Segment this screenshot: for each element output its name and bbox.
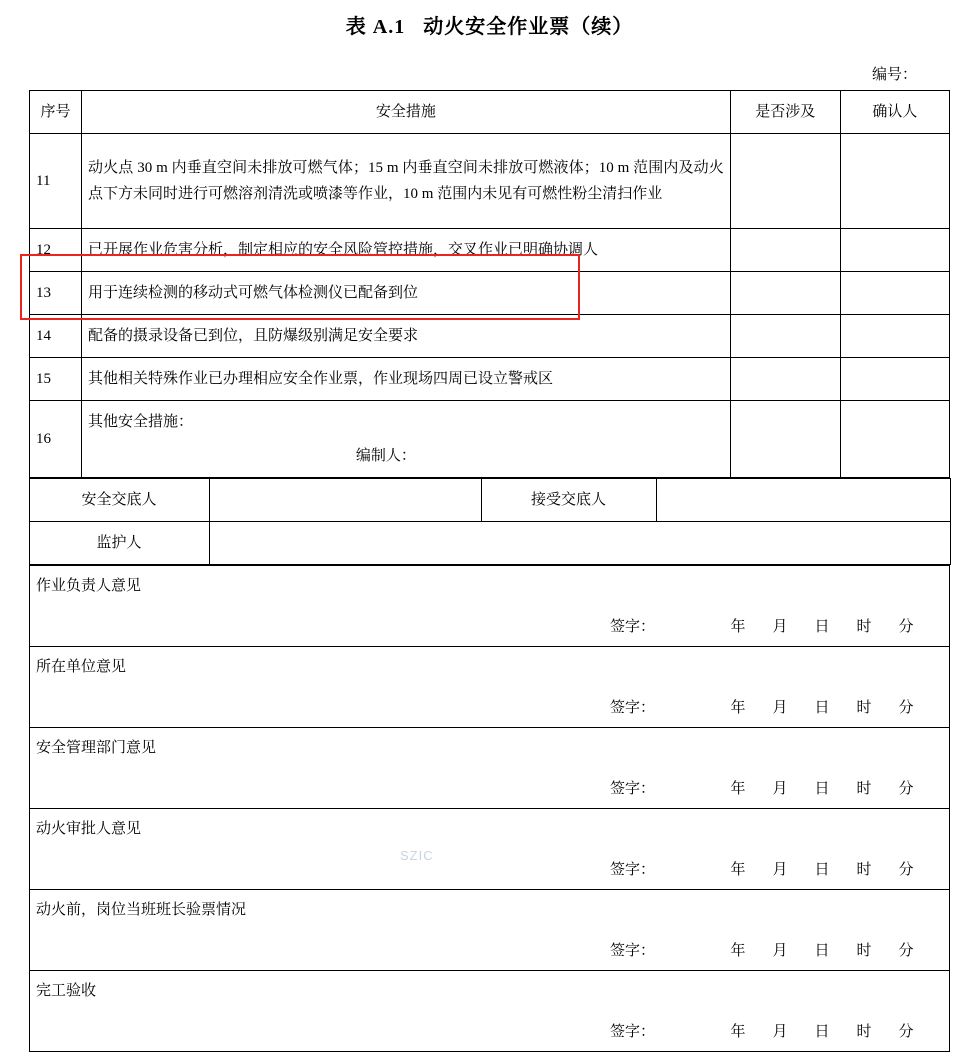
- opinion-sign-cell: [30, 849, 950, 890]
- row-measure: 动火点 30 m 内垂直空间未排放可燃气体；15 m 内垂直空间未排放可燃液体；10 m 范围内及动火点下方未同时进行可燃溶剂清洗或喷漆等作业，10 m 范围内未见有可燃性粉尘清扫作业: [82, 134, 731, 229]
- opinion-title: 所在单位意见: [30, 647, 950, 688]
- opinion-sign-cell: [30, 687, 950, 728]
- date-day: 日: [814, 1023, 830, 1040]
- page-title: [0, 0, 979, 41]
- title-main: 动火安全作业票: [423, 16, 571, 38]
- row-involve[interactable]: [730, 401, 840, 478]
- opinion-title-row: [30, 728, 950, 769]
- opinion-sign-row: [30, 849, 950, 890]
- row-seq: 12: [30, 229, 82, 272]
- guardian-row: [29, 522, 950, 565]
- row-seq: 11: [30, 134, 82, 229]
- briefing-receiver-label: 接受交底人: [481, 479, 656, 522]
- date-year: 年: [730, 699, 746, 716]
- opinions-table: [29, 565, 950, 1052]
- opinion-sign-cell: [30, 930, 950, 971]
- row-measure-other: [82, 401, 731, 478]
- date-hour: 时: [856, 780, 872, 797]
- date-minute: 分: [898, 1023, 914, 1040]
- title-suffix: （续）: [570, 16, 634, 38]
- date-month: 月: [772, 618, 788, 635]
- signature-label: 签字：: [609, 861, 655, 878]
- serial-number-label: 编号：: [871, 67, 917, 83]
- date-day: 日: [814, 861, 830, 878]
- date-month: 月: [772, 780, 788, 797]
- header-confirm: 确认人: [840, 91, 949, 134]
- date-hour: 时: [856, 699, 872, 716]
- date-minute: 分: [898, 699, 914, 716]
- date-year: 年: [730, 780, 746, 797]
- row-measure: 其他相关特殊作业已办理相应安全作业票，作业现场四周已设立警戒区: [82, 358, 731, 401]
- date-minute: 分: [898, 942, 914, 959]
- row-involve[interactable]: [730, 358, 840, 401]
- opinion-sign-row: [30, 687, 950, 728]
- table-row: [30, 134, 950, 229]
- opinion-sign-row: [30, 930, 950, 971]
- opinion-title-row: [30, 809, 950, 850]
- date-day: 日: [814, 942, 830, 959]
- row-confirm[interactable]: [840, 229, 949, 272]
- table-row: [30, 229, 950, 272]
- opinion-sign-row: [30, 768, 950, 809]
- row-measure: 用于连续检测的移动式可燃气体检测仪已配备到位: [82, 272, 731, 315]
- table-row-other-measures: [30, 401, 950, 478]
- row-involve[interactable]: [730, 272, 840, 315]
- date-day: 日: [814, 618, 830, 635]
- signature-label: 签字：: [609, 780, 655, 797]
- other-measures-label: 其他安全措施：: [88, 413, 194, 430]
- row-involve[interactable]: [730, 315, 840, 358]
- work-permit-table: [29, 90, 950, 478]
- date-month: 月: [772, 861, 788, 878]
- opinion-title: 动火审批人意见: [30, 809, 950, 850]
- row-confirm[interactable]: [840, 134, 949, 229]
- date-year: 年: [730, 1023, 746, 1040]
- row-confirm[interactable]: [840, 272, 949, 315]
- row-involve[interactable]: [730, 229, 840, 272]
- row-seq: 13: [30, 272, 82, 315]
- row-measure: 已开展作业危害分析，制定相应的安全风险管控措施，交叉作业已明确协调人: [82, 229, 731, 272]
- date-minute: 分: [898, 618, 914, 635]
- date-year: 年: [730, 618, 746, 635]
- title-number: A.1: [372, 16, 406, 38]
- date-hour: 时: [856, 618, 872, 635]
- opinion-sign-row: [30, 1011, 950, 1052]
- watermark: SZIC: [400, 848, 434, 863]
- row-measure: 配备的摄录设备已到位，且防爆级别满足安全要求: [82, 315, 731, 358]
- row-seq: 14: [30, 315, 82, 358]
- safety-briefer-value[interactable]: [209, 479, 481, 522]
- preparer-label: 编制人：: [355, 448, 416, 464]
- date-minute: 分: [898, 861, 914, 878]
- date-month: 月: [772, 1023, 788, 1040]
- header-involve: 是否涉及: [730, 91, 840, 134]
- row-seq: 16: [30, 401, 82, 478]
- opinion-title: 动火前，岗位当班班长验票情况: [30, 890, 950, 931]
- guardian-value[interactable]: [209, 522, 950, 565]
- row-confirm[interactable]: [840, 401, 949, 478]
- signature-label: 签字：: [609, 1023, 655, 1040]
- date-year: 年: [730, 861, 746, 878]
- date-hour: 时: [856, 1023, 872, 1040]
- table-row-highlighted: [30, 272, 950, 315]
- opinion-title-row: [30, 971, 950, 1012]
- opinion-sign-cell: [30, 1011, 950, 1052]
- opinion-title: 安全管理部门意见: [30, 728, 950, 769]
- signature-table: [29, 478, 951, 565]
- date-hour: 时: [856, 942, 872, 959]
- row-confirm[interactable]: [840, 358, 949, 401]
- date-month: 月: [772, 699, 788, 716]
- table-row-highlighted: [30, 315, 950, 358]
- table-header-row: [30, 91, 950, 134]
- table-row: [30, 358, 950, 401]
- opinion-title: 作业负责人意见: [30, 566, 950, 607]
- date-day: 日: [814, 699, 830, 716]
- date-month: 月: [772, 942, 788, 959]
- safety-briefer-label: 安全交底人: [29, 479, 209, 522]
- opinion-title-row: [30, 566, 950, 607]
- opinion-title: 完工验收: [30, 971, 950, 1012]
- safety-briefing-row: [29, 479, 950, 522]
- row-involve[interactable]: [730, 134, 840, 229]
- row-confirm[interactable]: [840, 315, 949, 358]
- title-prefix: 表: [345, 16, 367, 38]
- opinion-sign-cell: [30, 606, 950, 647]
- opinion-title-row: [30, 890, 950, 931]
- date-hour: 时: [856, 861, 872, 878]
- signature-label: 签字：: [609, 942, 655, 959]
- guardian-label: 监护人: [29, 522, 209, 565]
- date-day: 日: [814, 780, 830, 797]
- briefing-receiver-value[interactable]: [656, 479, 950, 522]
- header-measure: 安全措施: [82, 91, 731, 134]
- opinion-sign-cell: [30, 768, 950, 809]
- row-seq: 15: [30, 358, 82, 401]
- opinion-title-row: [30, 647, 950, 688]
- opinion-sign-row: [30, 606, 950, 647]
- signature-label: 签字：: [609, 699, 655, 716]
- header-seq: 序号: [30, 91, 82, 134]
- date-year: 年: [730, 942, 746, 959]
- date-minute: 分: [898, 780, 914, 797]
- signature-label: 签字：: [609, 618, 655, 635]
